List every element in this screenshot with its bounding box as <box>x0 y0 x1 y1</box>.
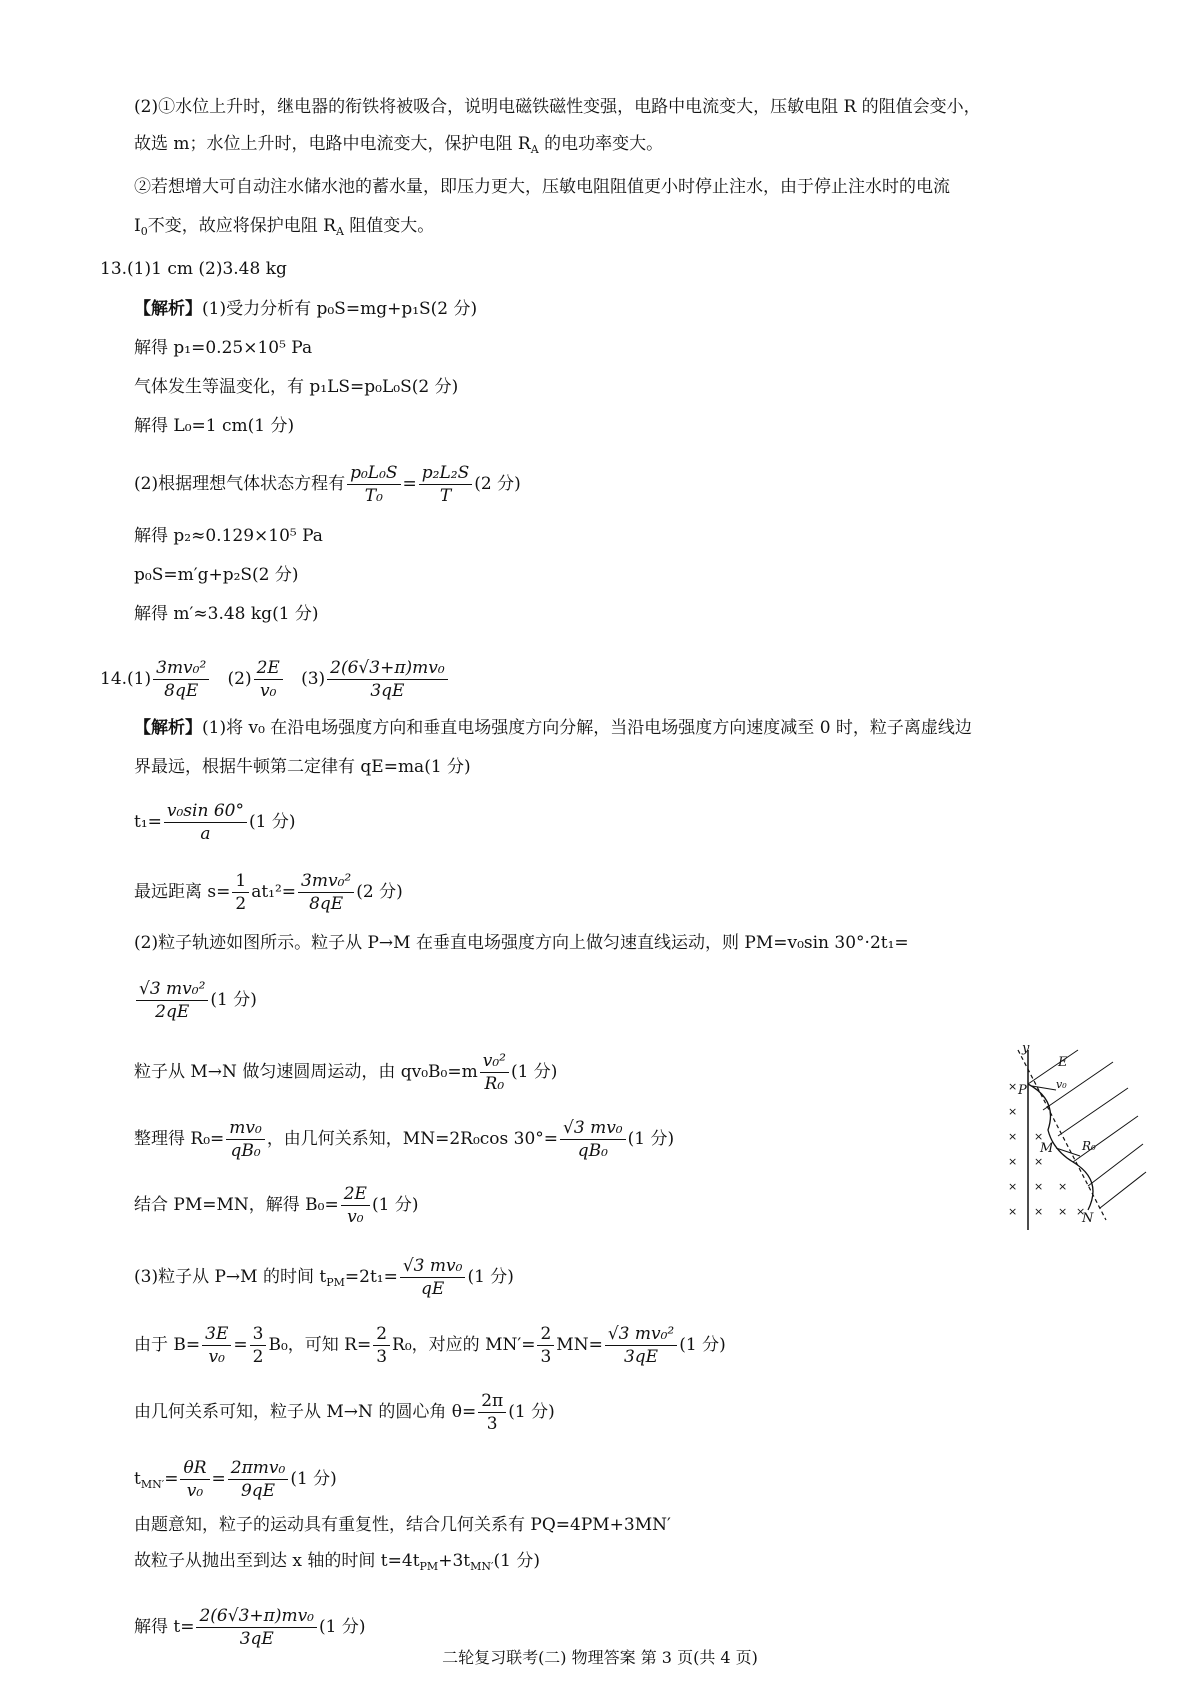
fraction: $\frac{2E}{\text{v₀}}$ <box>341 1183 370 1228</box>
text-line: 故粒子从抛出至到达 x 轴的时间 $t=4t_{PM}+3t_{MN'}(1$ 分) <box>134 1551 540 1573</box>
svg-text:y: y <box>1022 1041 1030 1056</box>
svg-text:×: × <box>1034 1180 1044 1193</box>
text-line: t₁= $\frac{\text{v₀sin 60°}}{a}$ (1 分) <box>134 801 296 844</box>
fraction: $\frac{\text{√3 mv₀}}{\text{qB₀}}$ <box>560 1117 626 1162</box>
page-footer: 二轮复习联考(二) 物理答案 第 3 页(共 4 页) <box>442 1648 758 1667</box>
q14-answer: 14.(1) $\frac{\text{3mv₀²}}{8qE}$ (2) $\frac{2E}{\text{v₀}}$ (3) $\frac{\text{2(6√3+π)mv₀}}{3qE}$ <box>100 657 450 702</box>
fraction: $\frac{\text{mv₀}}{\text{qB₀}}$ <box>226 1117 265 1162</box>
text-line: (2)①水位上升时，继电器的衔铁将被吸合，说明电磁铁磁性变强，电路中电流变大，压敏电阻 R 的阻值会变小， <box>134 97 981 117</box>
svg-text:×: × <box>1076 1205 1086 1218</box>
fraction: $\frac{3}{2}$ <box>250 1323 267 1368</box>
fraction: $\frac{\text{2(6√3+π)mv₀}}{3qE}$ <box>327 657 448 702</box>
fraction: $\frac{2}{3}$ <box>537 1323 554 1368</box>
text-line: 由几何关系可知，粒子从 M→N 的圆心角 θ= $\frac{2\pi}{3}$ (1 分) <box>134 1391 555 1434</box>
fraction: $\frac{2E}{\text{v₀}}$ <box>254 657 283 702</box>
text-line: 粒子从 M→N 做匀速圆周运动，由 qv₀B₀=m $\frac{\text{v₀²}}{\text{R₀}}$ (1 分) <box>134 1051 558 1094</box>
fraction: $\frac{\text{v₀sin 60°}}{a}$ <box>164 800 247 845</box>
fraction: $\frac{\text{3mv₀²}}{8qE}$ <box>153 657 209 702</box>
text-line: 解得 t= $\frac{\text{2(6√3+π)mv₀}}{3qE}$ (1 分) <box>134 1606 366 1649</box>
svg-text:P: P <box>1018 1083 1027 1098</box>
text-line: 解得 m′≈3.48 kg(1 分) <box>134 604 319 624</box>
fraction: $\frac{\text{√3 mv₀}}{qE}$ <box>400 1255 466 1300</box>
fraction: $\frac{\text{3mv₀²}}{8qE}$ <box>298 870 354 915</box>
text-line: 故选 m；水位上升时，电路中电流变大，保护电阻 $R_A$ 的电功率变大。 <box>134 134 664 156</box>
text-line: $\frac{\text{√3 mv₀²}}{2qE}$ (1 分) <box>134 978 257 1023</box>
fraction: $\frac{\text{p₂L₂S}}{T}$ <box>419 462 472 507</box>
svg-text:×: × <box>1008 1080 1018 1093</box>
fraction: $\frac{\text{p₀L₀S}}{\text{T₀}}$ <box>347 462 400 507</box>
svg-text:×: × <box>1034 1205 1044 1218</box>
text-line: 【解析】(1)受力分析有 p₀S=mg+p₁S(2 分) <box>134 299 478 319</box>
text-line: ②若想增大可自动注水储水池的蓄水量，即压力更大，压敏电阻阻值更小时停止注水，由于停止注水时的电流 <box>134 177 950 197</box>
analysis-tag: 【解析】 <box>134 299 202 319</box>
svg-text:×: × <box>1034 1155 1044 1168</box>
text-line: (2)粒子轨迹如图所示。粒子从 P→M 在垂直电场强度方向上做匀速直线运动，则 PM=v₀sin 30°·2t₁= <box>134 933 909 953</box>
fraction: $\frac{\text{2(6√3+π)mv₀}}{3qE}$ <box>196 1605 317 1650</box>
svg-text:N: N <box>1082 1211 1094 1226</box>
svg-text:×: × <box>1008 1205 1018 1218</box>
svg-text:×: × <box>1008 1130 1018 1143</box>
text-line: 整理得 R₀= $\frac{\text{mv₀}}{\text{qB₀}}$ ，由几何关系知，MN=2R₀cos 30°= $\frac{\text{√3 mv₀}}{\text{qB₀}}$ (1 分) <box>134 1118 675 1161</box>
text-line: $I_0$不变，故应将保护电阻 $R_A$ 阻值变大。 <box>134 216 435 238</box>
svg-text:×: × <box>1034 1130 1044 1143</box>
text-line: 由题意知，粒子的运动具有重复性，结合几何关系有 PQ=4PM+3MN′ <box>134 1515 671 1535</box>
text-line: 最远距离 s= $\frac{1}{2}$ at₁²= $\frac{\text{3mv₀²}}{8qE}$ (2 分) <box>134 871 403 914</box>
fraction: $\frac{\text{2πmv₀}}{9qE}$ <box>228 1457 289 1502</box>
fraction: $\frac{2\pi}{3}$ <box>478 1390 506 1435</box>
svg-text:v₀: v₀ <box>1056 1078 1067 1091</box>
text-line: 界最远，根据牛顿第二定律有 qE=ma(1 分) <box>134 757 471 777</box>
text-line: 解得 p₁=0.25×10⁵ Pa <box>134 338 313 358</box>
text-line: 【解析】(1)将 v₀ 在沿电场强度方向和垂直电场强度方向分解，当沿电场强度方向速度减至 0 时，粒子离虚线边 <box>134 718 972 738</box>
svg-text:×: × <box>1058 1180 1068 1193</box>
text-line: 由于 B= $\frac{3E}{\text{v₀}}$ = $\frac{3}{2}$ B₀，可知 R= $\frac{2}{3}$ R₀，对应的 MN′= $\frac{2}{3}$ MN= $\frac{\text{√3 mv₀²}}{3qE}$ (1 分) <box>134 1324 726 1367</box>
fraction: $\frac{\text{√3 mv₀²}}{3qE}$ <box>605 1323 677 1368</box>
text-line: (3)粒子从 P→M 的时间 $t_{PM}=2t_1=$ $\frac{\text{√3 mv₀}}{qE}$ (1 分) <box>134 1256 514 1299</box>
svg-text:×: × <box>1008 1155 1018 1168</box>
fraction: $\frac{\theta R}{\text{v₀}}$ <box>180 1457 209 1502</box>
fraction: $\frac{3E}{\text{v₀}}$ <box>202 1323 231 1368</box>
svg-text:E: E <box>1058 1055 1068 1070</box>
text-line: p₀S=m′g+p₂S(2 分) <box>134 565 299 585</box>
fraction: $\frac{\text{v₀²}}{\text{R₀}}$ <box>480 1050 509 1095</box>
text-line: 结合 PM=MN，解得 B₀= $\frac{2E}{\text{v₀}}$ (1 分) <box>134 1184 419 1227</box>
fraction: $\frac{\text{√3 mv₀²}}{2qE}$ <box>136 978 208 1023</box>
text-line: 解得 p₂≈0.129×10⁵ Pa <box>134 526 323 546</box>
text-line: (2)根据理想气体状态方程有 $\frac{\text{p₀L₀S}}{\text{T₀}}$ = $\frac{\text{p₂L₂S}}{T}$ (2 分) <box>134 463 521 506</box>
svg-text:×: × <box>1058 1205 1068 1218</box>
svg-text:×: × <box>1008 1180 1018 1193</box>
text-line: $t_{MN'}=$ $\frac{\theta R}{\text{v₀}}$ = $\frac{\text{2πmv₀}}{9qE}$ (1 分) <box>134 1458 337 1501</box>
analysis-tag: 【解析】 <box>134 718 202 738</box>
svg-text:×: × <box>1008 1105 1018 1118</box>
text-line: 气体发生等温变化，有 p₁LS=p₀L₀S(2 分) <box>134 377 459 397</box>
svg-text:R₀: R₀ <box>1082 1139 1096 1153</box>
fraction: $\frac{2}{3}$ <box>373 1323 390 1368</box>
svg-text:M: M <box>1040 1141 1054 1156</box>
q13-answer: 13.(1)1 cm (2)3.48 kg <box>100 259 287 279</box>
fraction: $\frac{1}{2}$ <box>232 870 249 915</box>
text-line: 解得 L₀=1 cm(1 分) <box>134 416 295 436</box>
trajectory-diagram <box>998 1040 1148 1230</box>
